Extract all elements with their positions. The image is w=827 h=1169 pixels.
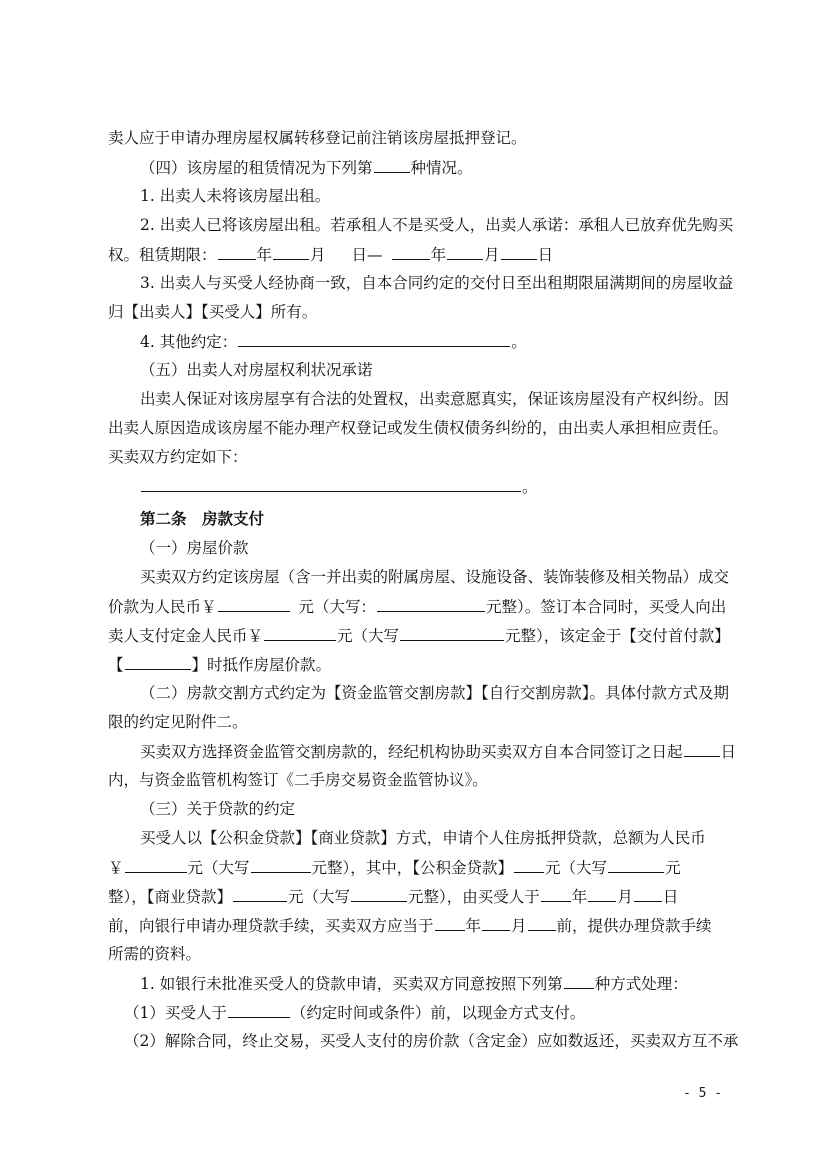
- paragraph-line: [108, 654, 722, 675]
- section-heading: [140, 360, 722, 380]
- paragraph-line: [140, 273, 734, 293]
- text: 日—: [351, 246, 383, 264]
- text: 价款为人民币￥: [108, 598, 217, 616]
- text: 前，提供办理贷款手续: [556, 917, 712, 935]
- blank-field[interactable]: [634, 886, 662, 902]
- paragraph-line: [140, 567, 730, 587]
- text: 2. 出卖人已将该房屋出租。若承租人不是买受人，出卖人承诺：承租人已放弃优先购买: [140, 216, 734, 234]
- text: 年: [256, 246, 273, 264]
- blank-field[interactable]: [351, 886, 407, 902]
- text: 月: [484, 246, 500, 264]
- paragraph-line: [108, 596, 727, 617]
- paragraph-line: [124, 1031, 739, 1051]
- paragraph-line: [108, 770, 722, 790]
- text: 。: [511, 333, 527, 351]
- section-heading: [140, 538, 722, 558]
- text: 日: [537, 246, 554, 264]
- text: 元（大写：: [298, 598, 377, 616]
- paragraph-line: [140, 741, 737, 762]
- paragraph-line: [108, 915, 722, 936]
- text: 元整），其中，【公积金贷款】: [311, 859, 514, 877]
- blank-field[interactable]: [514, 857, 544, 873]
- text: 。: [522, 478, 538, 496]
- text: 买卖双方约定该房屋（含一并出卖的附属房屋、设施设备、装饰装修及相关物品）成交: [140, 568, 730, 586]
- text: （一）房屋价款: [140, 539, 249, 557]
- paragraph-line: [108, 886, 722, 907]
- text: 所需的资料。: [108, 945, 202, 963]
- section-heading: [140, 799, 722, 819]
- text: 权。租赁期限：: [108, 246, 217, 264]
- blank-field[interactable]: [125, 857, 187, 873]
- text: 内，与资金监管机构签订《二手房交易资金监管协议》。: [108, 771, 488, 789]
- text: 买受人以【公积金贷款】【商业贷款】方式，申请个人住房抵押贷款，总额为人民币: [140, 829, 706, 847]
- page-number: - 5 -: [683, 1086, 723, 1101]
- paragraph-line: [124, 1002, 722, 1023]
- blank-field[interactable]: [400, 625, 504, 641]
- paragraph-line: [140, 331, 722, 352]
- blank-field[interactable]: [238, 331, 510, 347]
- blank-field[interactable]: [218, 596, 290, 612]
- paragraph-line: [140, 186, 722, 206]
- text: （三）关于贷款的约定: [140, 800, 296, 818]
- text: 】时抵作房屋价款。: [191, 656, 332, 674]
- text: 年: [430, 246, 447, 264]
- text: 整），【商业贷款】: [108, 888, 233, 906]
- text: （二）房款交割方式约定为【资金监管交割房款】【自行交割房款】。具体付款方式及期: [140, 684, 730, 702]
- text: 元整）。签订本合同时，买受人向出: [486, 598, 727, 616]
- paragraph-line: [140, 389, 730, 409]
- blank-field[interactable]: [273, 244, 309, 260]
- blank-field[interactable]: [141, 476, 521, 492]
- text: 1. 如银行未批准买受人的贷款申请，买卖双方同意按照下列第: [140, 975, 563, 993]
- text: ￥: [108, 859, 124, 877]
- text: 种方式处理：: [594, 975, 688, 993]
- text: 【: [108, 656, 124, 674]
- article-heading: [140, 509, 722, 529]
- text: 年: [465, 917, 482, 935]
- blank-field[interactable]: [264, 625, 336, 641]
- text: 买卖双方约定如下：: [108, 448, 248, 466]
- text: 出卖人原因造成该房屋不能办理产权登记或发生债权债务纠纷的，由出卖人承担相应责任。: [108, 419, 729, 437]
- blank-field[interactable]: [228, 1002, 290, 1018]
- paragraph-line: [108, 712, 722, 732]
- paragraph-line: [140, 973, 722, 994]
- text: 月: [511, 917, 527, 935]
- paragraph-line: [140, 157, 722, 178]
- text: 卖人支付定金人民币￥: [108, 627, 264, 645]
- paragraph-line: [108, 944, 722, 964]
- blank-field[interactable]: [541, 886, 571, 902]
- paragraph-line: [140, 476, 722, 497]
- text: 元（大写: [187, 859, 250, 877]
- text: 日: [662, 888, 679, 906]
- blank-field[interactable]: [528, 915, 556, 931]
- text: 1. 出卖人未将该房屋出租。: [140, 187, 331, 205]
- paragraph-line: [108, 857, 722, 878]
- text: （2）解除合同，终止交易，买受人支付的房价款（含定金）应如数返还，买卖双方互不承: [124, 1032, 739, 1050]
- text: （五）出卖人对房屋权利状况承诺: [140, 361, 373, 379]
- text: 出卖人保证对该房屋享有合法的处置权，出卖意愿真实，保证该房屋没有产权纠纷。因: [140, 390, 730, 408]
- text: 买卖双方选择资金监管交割房款的，经纪机构协助买卖双方自本合同签订之日起: [140, 743, 683, 761]
- paragraph-line: [108, 625, 730, 646]
- blank-field[interactable]: [374, 157, 410, 173]
- blank-field[interactable]: [482, 915, 510, 931]
- text: （1）买受人于: [124, 1004, 227, 1022]
- text: 月: [617, 888, 633, 906]
- text: 元: [665, 859, 681, 877]
- blank-field[interactable]: [392, 244, 430, 260]
- paragraph-line: [108, 418, 729, 438]
- blank-field[interactable]: [125, 654, 191, 670]
- blank-field[interactable]: [564, 973, 594, 989]
- blank-field[interactable]: [435, 915, 465, 931]
- blank-field[interactable]: [233, 886, 287, 902]
- text: 卖人应于申请办理房屋权属转移登记前注销该房屋抵押登记。: [108, 129, 527, 147]
- blank-field[interactable]: [588, 886, 616, 902]
- text: 4. 其他约定：: [140, 333, 238, 351]
- blank-field[interactable]: [218, 244, 256, 260]
- paragraph-line: [108, 302, 722, 322]
- text: 限的约定见附件二。: [108, 713, 248, 731]
- text: 归【出卖人】【买受人】所有。: [108, 303, 318, 321]
- text: 元（大写: [337, 627, 400, 645]
- paragraph-line: [108, 128, 722, 148]
- text: 日: [720, 743, 737, 761]
- blank-field[interactable]: [377, 596, 485, 612]
- paragraph-line: [108, 244, 722, 265]
- text: 元整），由买受人于: [408, 888, 540, 906]
- text: 种情况。: [410, 159, 473, 177]
- blank-field[interactable]: [608, 857, 664, 873]
- paragraph-line: [140, 215, 734, 235]
- text: 元（大写: [288, 888, 351, 906]
- text: 元整），该定金于【交付首付款】: [505, 627, 730, 645]
- text: （约定时间或条件）前，以现金方式支付。: [290, 1004, 586, 1022]
- text: 年: [571, 888, 588, 906]
- blank-field[interactable]: [501, 244, 537, 260]
- text: 3. 出卖人与买受人经协商一致，自本合同约定的交付日至出租期限届满期间的房屋收益: [140, 274, 734, 292]
- paragraph-line: [140, 683, 730, 703]
- paragraph-line: [108, 447, 722, 467]
- text: 前，向银行申请办理贷款手续，买卖双方应当于: [108, 917, 434, 935]
- blank-field[interactable]: [447, 244, 483, 260]
- blank-field[interactable]: [684, 741, 720, 757]
- blank-field[interactable]: [251, 857, 311, 873]
- text: （四）该房屋的租赁情况为下列第: [140, 159, 373, 177]
- text: 元（大写: [545, 859, 608, 877]
- text: 月: [310, 246, 326, 264]
- text: 第二条 房款支付: [140, 509, 265, 528]
- paragraph-line: [140, 828, 722, 848]
